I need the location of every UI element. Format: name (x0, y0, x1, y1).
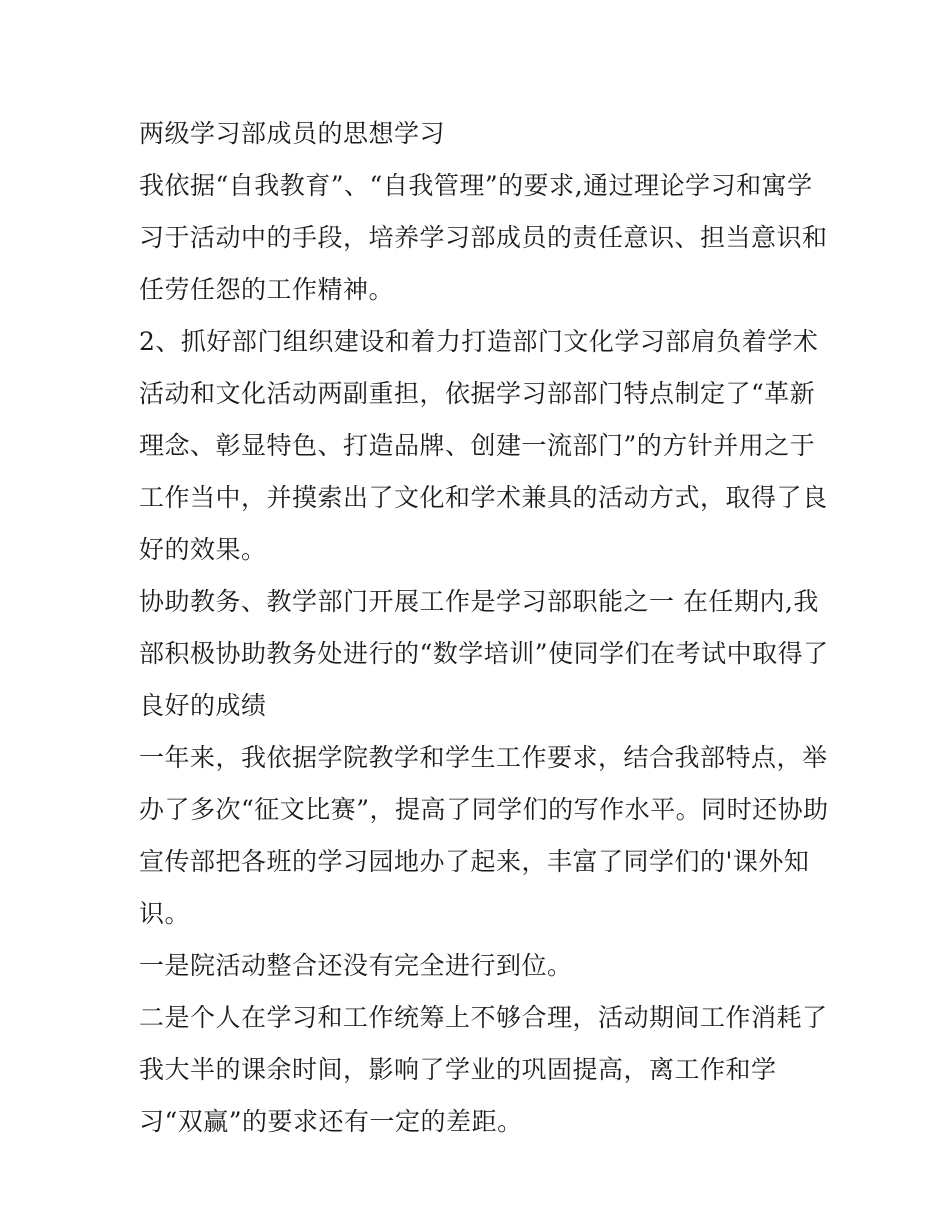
text-line: 活动和文化活动两副重担，依据学习部部门特点制定了“革新 (139, 379, 816, 408)
text-line: 二是个人在学习和工作统筹上不够合理，活动期间工作消耗了 (139, 1003, 828, 1032)
text-line: 好的效果。 (139, 535, 267, 564)
text-line: 任劳任怨的工作精神。 (139, 275, 395, 304)
text-line: 工作当中，并摸索出了文化和学术兼具的活动方式，取得了良 (139, 483, 828, 512)
text-line: 一是院活动整合还没有完全进行到位。 (139, 951, 573, 980)
text-line: 习于活动中的手段，培养学习部成员的责任意识、担当意识和 (139, 223, 828, 252)
text-line: 良好的成绩 (139, 691, 267, 720)
text-line: 2、抓好部门组织建设和着力打造部门文化学习部肩负着学术 (139, 327, 819, 356)
text-line: 识。 (139, 899, 191, 928)
text-line: 协助教务、教学部门开展工作是学习部职能之一 在任期内,我 (139, 587, 819, 616)
text-line: 习“双赢”的要求还有一定的差距。 (139, 1107, 523, 1136)
text-line: 两级学习部成员的思想学习 (139, 119, 446, 148)
text-line: 一年来，我依据学院教学和学生工作要求，结合我部特点，举 (139, 743, 828, 772)
text-line: 部积极协助教务处进行的“数学培训”使同学们在考试中取得了 (139, 639, 829, 668)
text-line: 我依据“自我教育”、“自我管理”的要求,通过理论学习和寓学 (139, 171, 813, 200)
text-line: 理念、彰显特色、打造品牌、创建一流部门”的方针并用之于 (139, 431, 816, 460)
document-body (139, 108, 829, 1148)
text-line: 我大半的课余时间，影响了学业的巩固提高，离工作和学 (139, 1055, 777, 1084)
text-line: 办了多次“征文比赛”，提高了同学们的写作水平。同时还协助 (139, 795, 829, 824)
text-line: 宣传部把各班的学习园地办了起来，丰富了同学们的'课外知 (139, 847, 810, 876)
